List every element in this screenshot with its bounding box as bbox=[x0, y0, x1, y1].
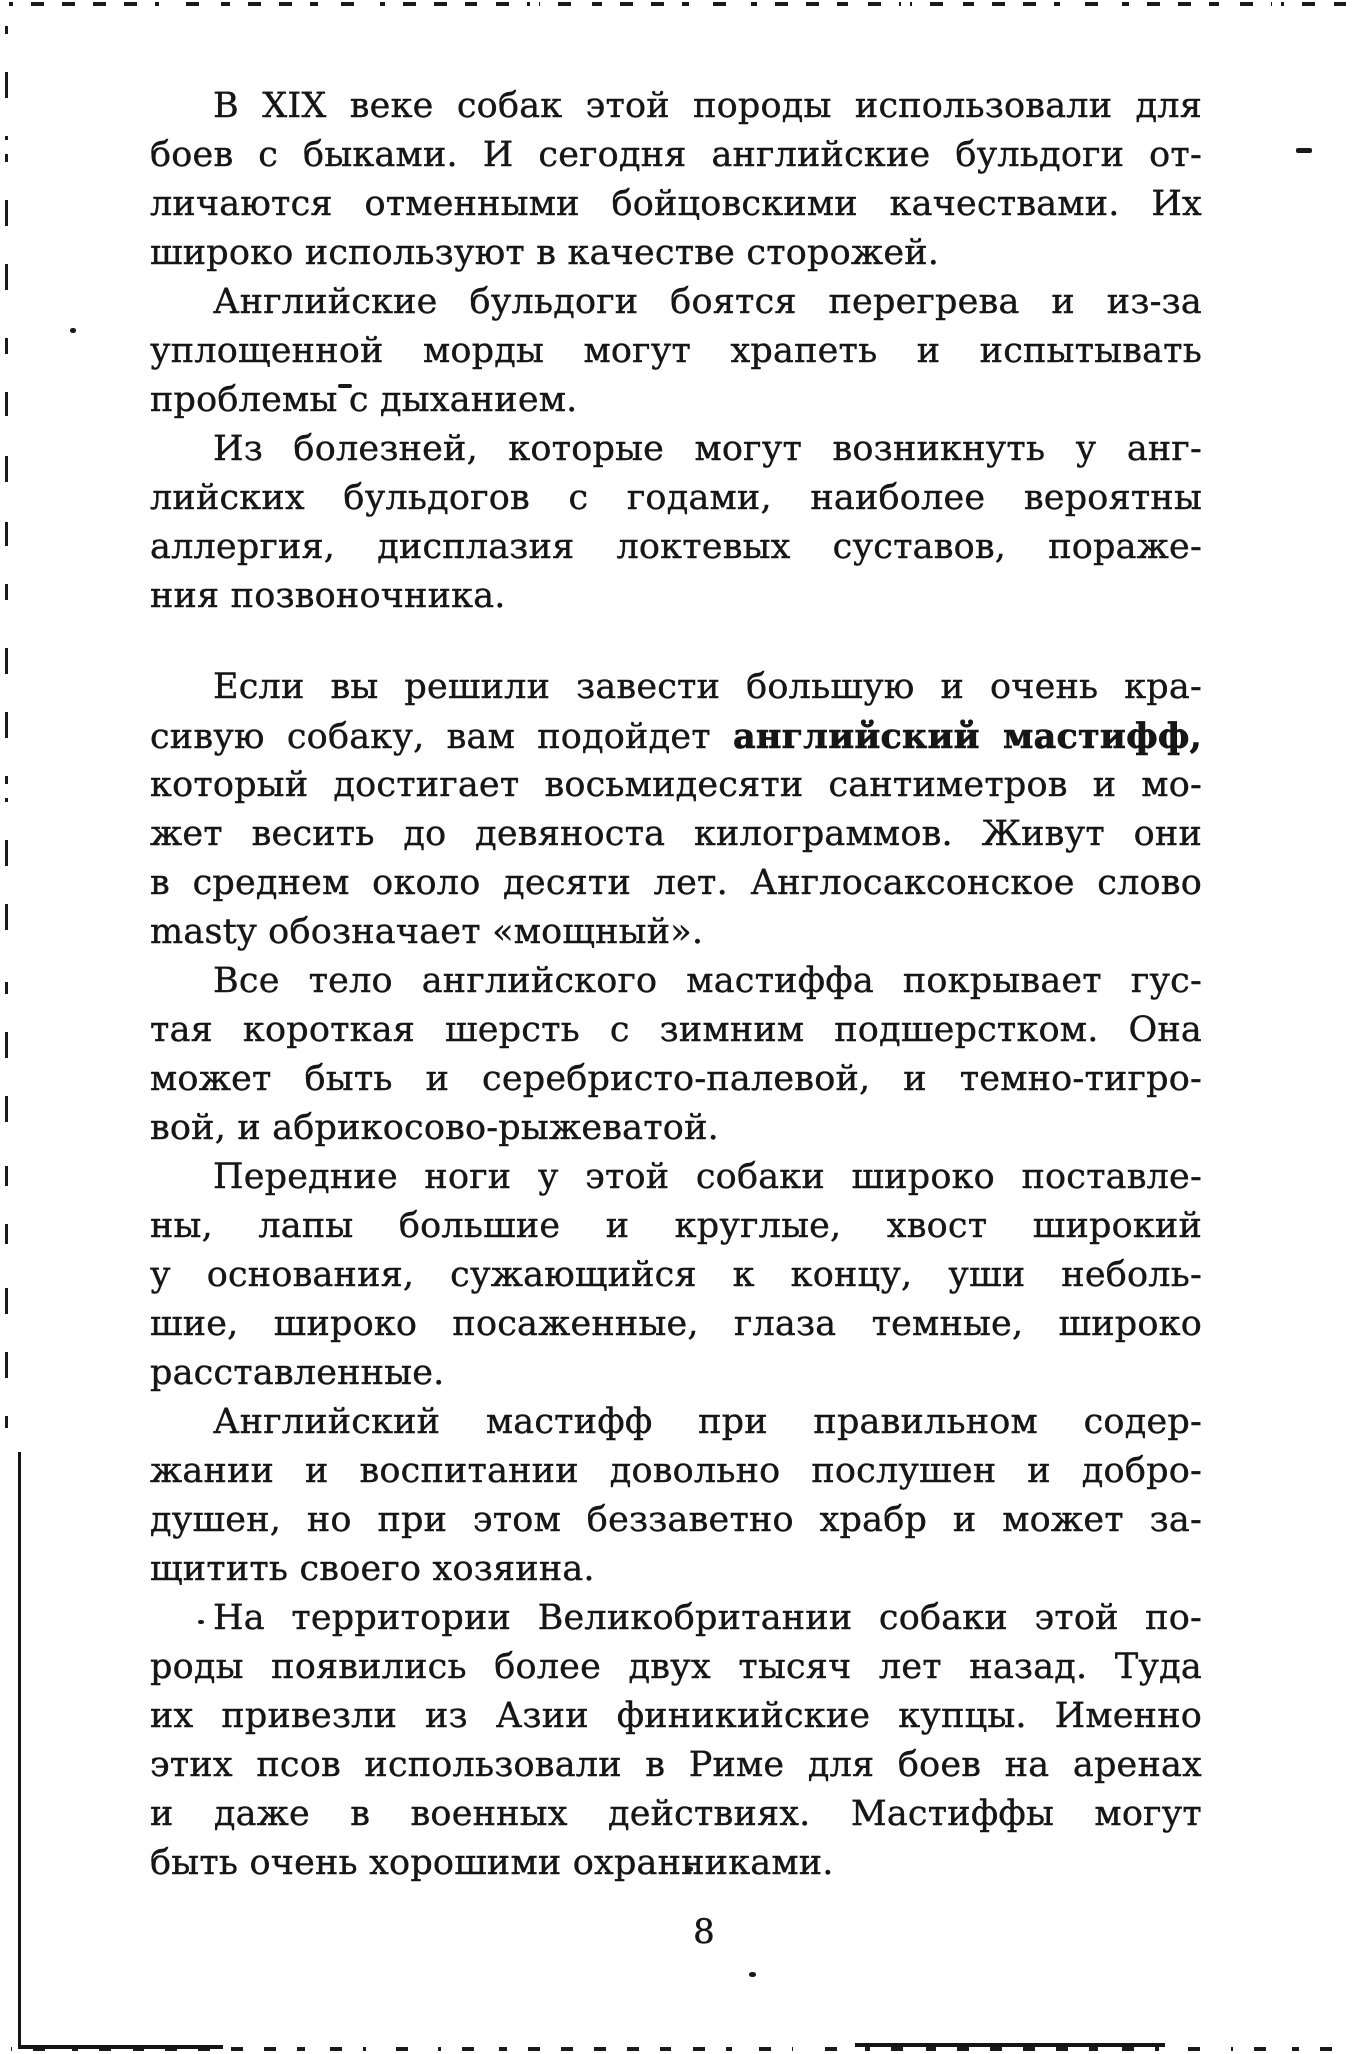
text-line bbox=[150, 1741, 1202, 1790]
text-line bbox=[150, 131, 1202, 180]
text-segment: Английские бульдоги боятся перегрева и из-за bbox=[213, 282, 1202, 322]
scan-edge-left-solid-line bbox=[18, 1452, 21, 2048]
text-segment: В XIX веке собак этой породы использовали для bbox=[213, 86, 1202, 126]
text-segment: этих псов использовали в Риме для боев на аренах bbox=[150, 1745, 1202, 1785]
paragraph bbox=[150, 425, 1202, 621]
page-text bbox=[150, 82, 1202, 1888]
text-line bbox=[150, 1496, 1202, 1545]
text-line bbox=[150, 1447, 1202, 1496]
text-line bbox=[150, 908, 1202, 957]
text-segment: может быть и серебристо-палевой, и темно-тигро- bbox=[150, 1059, 1202, 1099]
text-segment: щитить своего хозяина. bbox=[150, 1549, 595, 1589]
text-segment: masty обозначает «мощный». bbox=[150, 912, 704, 952]
bold-text-segment: английский мастифф, bbox=[732, 716, 1202, 757]
text-line bbox=[150, 1055, 1202, 1104]
text-segment: у основания, сужающийся к концу, уши неболь- bbox=[150, 1255, 1202, 1295]
text-line bbox=[150, 1839, 1202, 1888]
text-segment: лийских бульдогов с годами, наиболее вероятны bbox=[150, 478, 1202, 518]
paragraph bbox=[150, 82, 1202, 278]
text-segment: аллергия, дисплазия локтевых суставов, пораже- bbox=[150, 527, 1202, 567]
text-line bbox=[150, 1251, 1202, 1300]
scan-edge-bottom-solid-segment-right bbox=[855, 2043, 1165, 2047]
text-segment: Из болезней, которые могут возникнуть у анг- bbox=[213, 429, 1202, 469]
text-line bbox=[150, 1643, 1202, 1692]
scan-edge-left-dashed-line bbox=[5, 26, 8, 1442]
text-line bbox=[150, 376, 1202, 425]
text-line bbox=[150, 278, 1202, 327]
text-segment: жании и воспитании довольно послушен и добро- bbox=[150, 1451, 1202, 1491]
text-line bbox=[150, 810, 1202, 859]
page-number-value: 8 bbox=[693, 1912, 715, 1952]
text-line bbox=[150, 425, 1202, 474]
text-segment: Английский мастифф при правильном содер- bbox=[213, 1402, 1202, 1442]
text-segment: их привезли из Азии финикийские купцы. Именно bbox=[150, 1696, 1202, 1736]
paragraph bbox=[150, 1594, 1202, 1888]
text-segment: Если вы решили завести большую и очень кра- bbox=[213, 667, 1202, 707]
scan-speck bbox=[749, 1972, 756, 1977]
text-segment: ны, лапы большие и круглые, хвост широкий bbox=[150, 1206, 1202, 1246]
text-line bbox=[150, 1153, 1202, 1202]
text-segment: душен, но при этом беззаветно храбр и может за- bbox=[150, 1500, 1202, 1540]
text-line bbox=[150, 1398, 1202, 1447]
text-segment: боев с быками. И сегодня английские бульдоги от- bbox=[150, 135, 1202, 175]
text-line bbox=[150, 229, 1202, 278]
scan-speck bbox=[1296, 148, 1312, 153]
text-line bbox=[150, 82, 1202, 131]
text-segment: Передние ноги у этой собаки широко поставле- bbox=[213, 1157, 1202, 1197]
scan-edge-bottom-solid-segment-left bbox=[18, 2045, 223, 2049]
text-line bbox=[150, 1594, 1202, 1643]
text-line bbox=[150, 761, 1202, 810]
text-segment: сивую собаку, вам подойдет bbox=[150, 717, 733, 757]
text-line bbox=[150, 859, 1202, 908]
text-line bbox=[150, 327, 1202, 376]
text-segment: роды появились более двух тысяч лет назад. Туда bbox=[150, 1647, 1202, 1687]
text-segment: и даже в военных действиях. Мастиффы могут bbox=[150, 1794, 1202, 1834]
text-segment: уплощенной морды могут храпеть и испытывать bbox=[150, 331, 1202, 371]
paragraph bbox=[150, 663, 1202, 957]
text-line bbox=[150, 712, 1202, 761]
text-segment: вой, и абрикосово-рыжеватой. bbox=[150, 1108, 719, 1148]
text-segment: в среднем около десяти лет. Англосаксонское слово bbox=[150, 863, 1202, 903]
text-line bbox=[150, 572, 1202, 621]
text-line bbox=[150, 1545, 1202, 1594]
text-line bbox=[150, 1349, 1202, 1398]
text-line bbox=[150, 663, 1202, 712]
scan-speck bbox=[70, 328, 76, 333]
page-number bbox=[150, 1912, 1202, 1952]
text-segment: На территории Великобритании собаки этой по- bbox=[213, 1598, 1202, 1638]
text-line bbox=[150, 957, 1202, 1006]
text-line bbox=[150, 1006, 1202, 1055]
text-line bbox=[150, 1790, 1202, 1839]
text-line bbox=[150, 523, 1202, 572]
text-segment: тая короткая шерсть с зимним подшерстком. Она bbox=[150, 1010, 1202, 1050]
text-segment: жет весить до девяноста килограммов. Живут они bbox=[150, 814, 1202, 854]
paragraph bbox=[150, 1153, 1202, 1398]
text-segment: быть очень хорошими охранниками. bbox=[150, 1843, 834, 1883]
paragraph bbox=[150, 1398, 1202, 1594]
paragraph bbox=[150, 278, 1202, 425]
text-line bbox=[150, 1692, 1202, 1741]
text-segment: расставленные. bbox=[150, 1353, 445, 1393]
text-line bbox=[150, 474, 1202, 523]
text-segment: широко используют в качестве сторожей. bbox=[150, 233, 940, 273]
text-line bbox=[150, 1202, 1202, 1251]
scan-edge-top-dashed-line bbox=[0, 2, 1352, 6]
text-segment: личаются отменными бойцовскими качествами. Их bbox=[150, 184, 1202, 224]
paragraph bbox=[150, 957, 1202, 1153]
text-segment: шие, широко посаженные, глаза темные, широко bbox=[150, 1304, 1202, 1344]
text-line bbox=[150, 180, 1202, 229]
text-segment: ния позвоночника. bbox=[150, 576, 506, 616]
text-line bbox=[150, 1300, 1202, 1349]
text-line bbox=[150, 1104, 1202, 1153]
text-segment: который достигает восьмидесяти сантиметров и мо- bbox=[150, 765, 1202, 805]
text-segment: Все тело английского мастиффа покрывает гус- bbox=[213, 961, 1202, 1001]
text-segment: проблемы с дыханием. bbox=[150, 380, 578, 420]
